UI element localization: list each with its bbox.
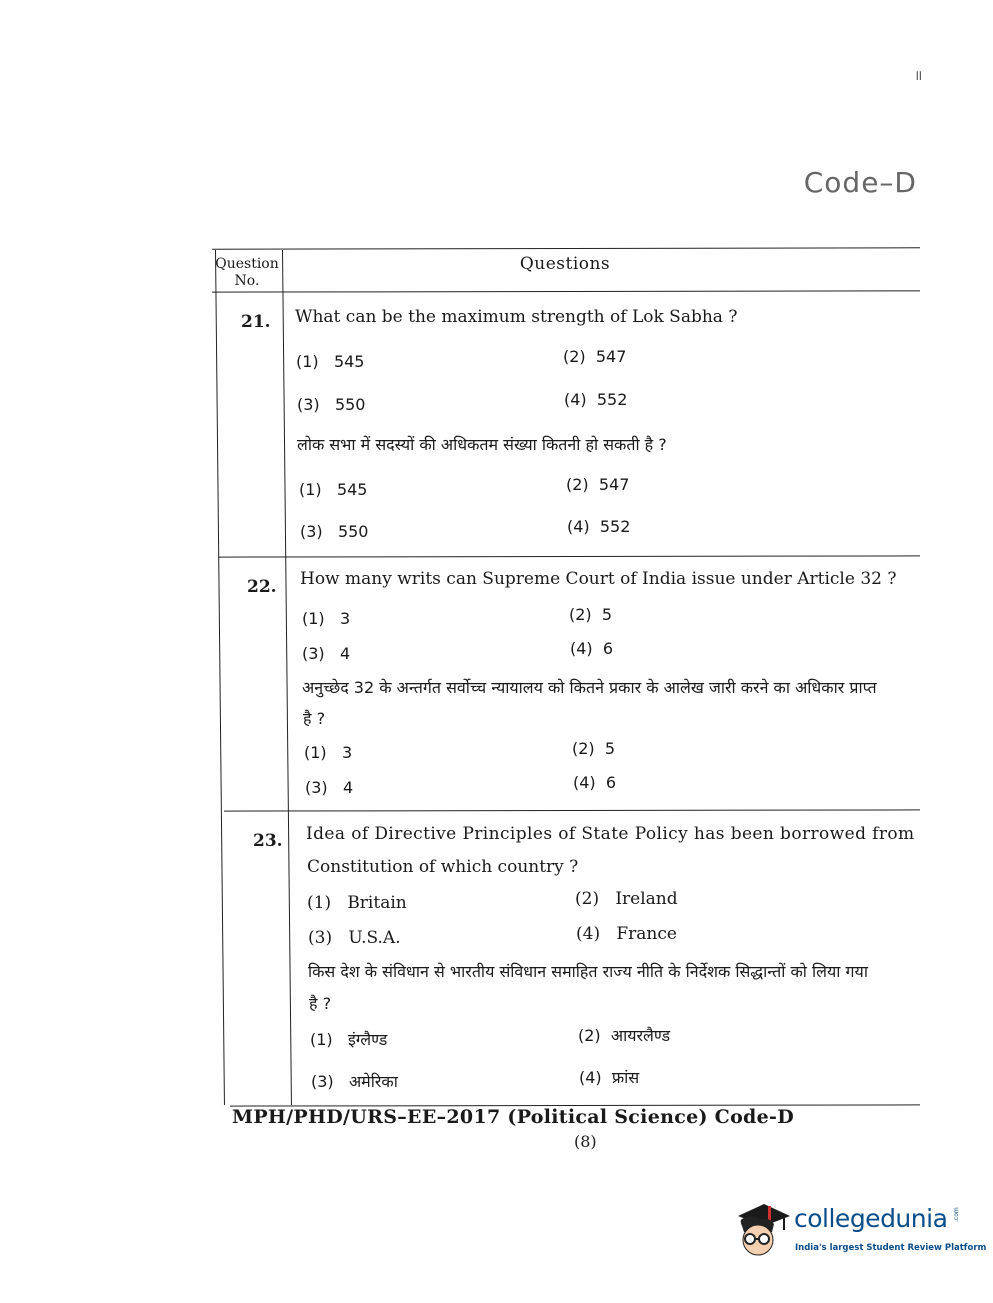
option-2 [569, 605, 612, 624]
option-text: 547 [598, 475, 630, 494]
option-text: 3 [339, 609, 351, 628]
option-num: (4) [570, 639, 593, 658]
paper-code-label: Code–D [803, 166, 917, 199]
option-text: 6 [605, 773, 617, 792]
option-3 [297, 395, 365, 414]
option-text: 5 [601, 605, 613, 624]
option-text: इंग्लैण्ड [347, 1030, 388, 1049]
table-top-rule [212, 247, 920, 249]
option-num: (4) [564, 390, 587, 409]
option-4-hi [567, 517, 630, 536]
option-4-hi [579, 1066, 639, 1088]
option-text: 3 [341, 743, 353, 762]
option-1 [307, 893, 407, 913]
option-text: 5 [604, 739, 616, 758]
question-number: 22. [247, 577, 277, 597]
option-text: 547 [595, 347, 627, 366]
option-3 [308, 928, 401, 948]
question-text-en: What can be the maximum strength of Lok Sabha ? [295, 307, 738, 327]
option-num: (1) [310, 1030, 333, 1049]
option-num: (4) [579, 1068, 602, 1087]
header-qno-line2: No. [234, 273, 260, 289]
option-4 [564, 390, 627, 409]
question-text-hi-cont: है ? [303, 709, 326, 728]
row-rule-22 [224, 809, 920, 811]
option-num: (1) [304, 743, 327, 762]
option-1-hi [299, 480, 367, 499]
option-4 [570, 639, 613, 658]
option-text: 545 [336, 480, 368, 499]
option-1-hi [304, 743, 352, 762]
logo-tagline: India's largest Student Review Platform [795, 1243, 987, 1253]
question-number: 21. [241, 312, 271, 332]
option-3-hi [300, 522, 368, 541]
question-text-hi: लोक सभा में सदस्यों की अधिकतम संख्या कितनी हो सकती है ? [297, 435, 667, 454]
option-1 [302, 609, 350, 628]
option-text: Ireland [615, 889, 678, 909]
option-3 [302, 644, 350, 663]
option-text: 4 [342, 778, 354, 797]
option-text: आयरलैण्ड [610, 1026, 671, 1045]
option-num: (2) [569, 605, 592, 624]
option-4-hi [573, 773, 616, 792]
option-text: 4 [339, 644, 351, 663]
option-num: (2) [575, 889, 600, 909]
student-mascot-icon [732, 1196, 792, 1260]
paper-footer: MPH/PHD/URS–EE–2017 (Political Science) Code-D [232, 1106, 794, 1128]
option-text: अमेरिका [348, 1072, 398, 1091]
table-header-rule [212, 290, 920, 292]
table-column-rule [282, 250, 292, 1105]
page-number: (8) [574, 1132, 597, 1151]
option-num: (2) [566, 475, 589, 494]
option-num: (2) [578, 1026, 601, 1045]
question-text-hi-cont: है ? [309, 994, 332, 1013]
option-num: (1) [307, 893, 332, 913]
option-text: 550 [337, 522, 369, 541]
question-text-en: Idea of Directive Principles of State Policy has been borrowed from [306, 824, 915, 844]
option-2-hi [578, 1024, 670, 1046]
option-num: (1) [302, 609, 325, 628]
option-num: (3) [302, 644, 325, 663]
table-left-rule [215, 250, 225, 1105]
option-text: 545 [333, 352, 365, 371]
logo-suffix: .com [953, 1207, 960, 1222]
question-number: 23. [253, 831, 283, 851]
option-num: (1) [296, 352, 319, 371]
row-rule-21 [219, 555, 920, 557]
option-text: Britain [347, 893, 407, 913]
option-3-hi [311, 1070, 398, 1092]
option-3-hi [305, 778, 353, 797]
option-text: U.S.A. [348, 928, 401, 948]
question-text-en: How many writs can Supreme Court of India issue under Article 32 ? [300, 569, 897, 589]
question-text-en-cont: Constitution of which country ? [307, 857, 579, 877]
option-num: (4) [573, 773, 596, 792]
option-2-hi [572, 739, 615, 758]
option-text: फ्रांस [611, 1068, 640, 1087]
corner-mark: ॥ [914, 68, 923, 84]
option-2-hi [566, 475, 629, 494]
option-num: (3) [300, 522, 323, 541]
option-text: 6 [602, 639, 614, 658]
option-num: (3) [311, 1072, 334, 1091]
option-num: (2) [563, 347, 586, 366]
header-qno-line1: Question [215, 256, 279, 272]
option-num: (2) [572, 739, 595, 758]
option-4 [576, 924, 677, 944]
option-num: (1) [299, 480, 322, 499]
option-1 [296, 352, 364, 371]
option-text: 550 [334, 395, 366, 414]
option-1-hi [310, 1028, 387, 1050]
option-num: (3) [308, 928, 333, 948]
option-text: France [616, 924, 677, 944]
question-text-hi: अनुच्छेद 32 के अन्तर्गत सर्वोच्च न्यायालय को कितने प्रकार के आलेख जारी करने का अधिकार प्राप्त [302, 678, 877, 697]
option-num: (4) [576, 924, 601, 944]
question-text-hi: किस देश के संविधान से भारतीय संविधान समाहित राज्य नीति के निर्देशक सिद्धान्तों को लिया गया [308, 962, 868, 981]
option-num: (3) [297, 395, 320, 414]
option-num: (4) [567, 517, 590, 536]
option-text: 552 [599, 517, 631, 536]
option-text: 552 [596, 390, 628, 409]
option-num: (3) [305, 778, 328, 797]
option-2 [563, 347, 626, 366]
option-2 [575, 889, 678, 909]
logo-wordmark: collegedunia [794, 1204, 948, 1233]
header-questions: Questions [519, 254, 611, 274]
header-question-no [213, 256, 281, 290]
